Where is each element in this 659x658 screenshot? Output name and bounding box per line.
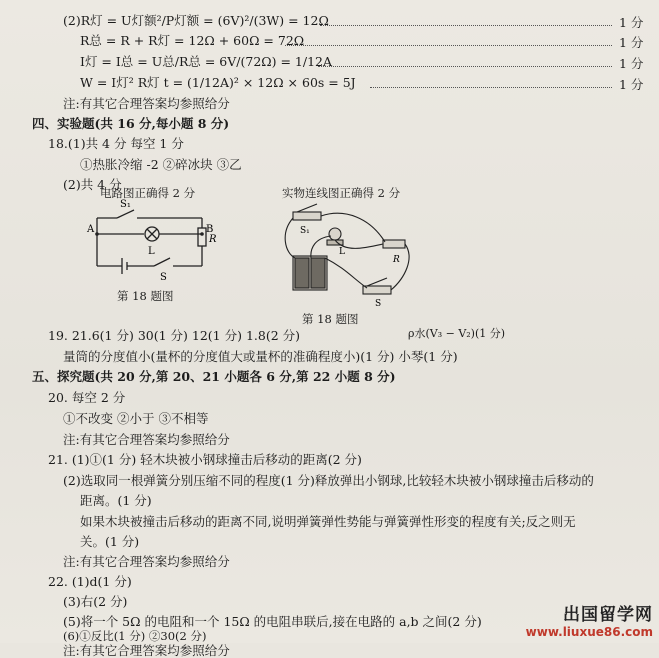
q22-part3: (3)右(2 分) [63, 594, 128, 609]
q21-part2-line1: (2)选取同一根弹簧分别压缩不同的程度(1 分)释放弹出小钢球,比较轻木块被小钢球撞击后移动的 [63, 473, 594, 488]
dot-leader [285, 45, 612, 46]
q21-part2-line3: 如果木块被撞击后移动的距离不同,说明弹簧弹性势能与弹簧弹性形变的程度有关;反之则无 [80, 514, 576, 529]
q20-answers: ①不改变 ②小于 ③不相等 [63, 411, 209, 426]
score-4: 1 分 [619, 77, 644, 92]
fig2-name: 第 18 题图 [302, 312, 359, 326]
dot-leader [320, 25, 612, 26]
label-s1: S₁ [120, 199, 131, 210]
photo-label-s1: S₁ [300, 226, 310, 236]
label-s: S [160, 272, 167, 283]
score-3: 1 分 [619, 56, 644, 71]
calc-line-3: I灯 = I总 = U总/R总 = 6V/(72Ω) = 1/12A [80, 54, 333, 69]
q19-values: 19. 21.6(1 分) 30(1 分) 12(1 分) 1.8(2 分) [48, 328, 301, 343]
dot-leader [318, 66, 612, 67]
q22-part5: (5)将一个 5Ω 的电阻和一个 15Ω 的电阻串联后,接在电路的 a,b 之间(2 分) [63, 614, 482, 629]
q19-explanation: 量筒的分度值小(量杯的分度值大或量杯的准确程度小)(1 分) 小琴(1 分) [63, 349, 458, 364]
calc-line-4: W = I灯² R灯 t = (1/12A)² × 12Ω × 60s = 5J [80, 75, 356, 90]
score-2: 1 分 [619, 35, 644, 50]
junction-b [200, 232, 204, 236]
q21-part1: 21. (1)①(1 分) 轻木块被小钢球撞击后移动的距离(2 分) [48, 452, 362, 467]
section-4-heading: 四、实验题(共 16 分,每小题 8 分) [32, 116, 230, 131]
label-l: L [148, 246, 155, 257]
photo-label-l: L [339, 247, 345, 257]
wiring-illustration [275, 198, 420, 310]
label-b: B [206, 224, 214, 235]
q18-part1: 18.(1)共 4 分 每空 1 分 [48, 136, 184, 151]
label-a: A [87, 224, 95, 235]
note-4: 注:有其它合理答案均参照给分 [63, 643, 230, 658]
dot-leader [370, 87, 612, 88]
fig1-caption: 电路图正确得 2 分 [100, 186, 196, 200]
note-3: 注:有其它合理答案均参照给分 [63, 554, 230, 569]
q18-part2: (2)共 4 分 [63, 177, 122, 192]
q21-part2-line4: 关。(1 分) [80, 534, 140, 549]
junction-a [95, 232, 99, 236]
calc-line-2: R总 = R + R灯 = 12Ω + 60Ω = 72Ω [80, 33, 305, 48]
score-1: 1 分 [619, 15, 644, 30]
photo-label-s: S [375, 299, 382, 309]
calc-line-1: (2)R灯 = U灯额²/P灯额 = (6V)²/(3W) = 12Ω [63, 13, 329, 28]
q22-part1: 22. (1)d(1 分) [48, 574, 132, 589]
watermark-url: www.liuxue86.com [525, 625, 653, 639]
q19-formula: ρ水(V₃ − V₂)(1 分) [408, 327, 506, 340]
circuit-diagram [82, 196, 222, 286]
photo-label-r: R [393, 255, 400, 265]
q18-answers: ①热胀冷缩 -2 ②碎冰块 ③乙 [80, 157, 242, 172]
label-r: R [209, 234, 217, 245]
section-5-heading: 五、探究题(共 20 分,第 20、21 小题各 6 分,第 22 小题 8 分) [32, 369, 396, 384]
q20-heading: 20. 每空 2 分 [48, 390, 126, 405]
watermark-logo [526, 600, 653, 639]
q21-part2-line2: 距离。(1 分) [80, 493, 152, 508]
watermark-title: 出国留学网 [563, 605, 653, 625]
note-1: 注:有其它合理答案均参照给分 [63, 96, 230, 111]
fig1-name: 第 18 题图 [117, 289, 174, 303]
q22-part6: (6)①反比(1 分) ②30(2 分) [63, 629, 207, 643]
fig2-caption: 实物连线图正确得 2 分 [282, 186, 401, 200]
note-2: 注:有其它合理答案均参照给分 [63, 432, 230, 447]
